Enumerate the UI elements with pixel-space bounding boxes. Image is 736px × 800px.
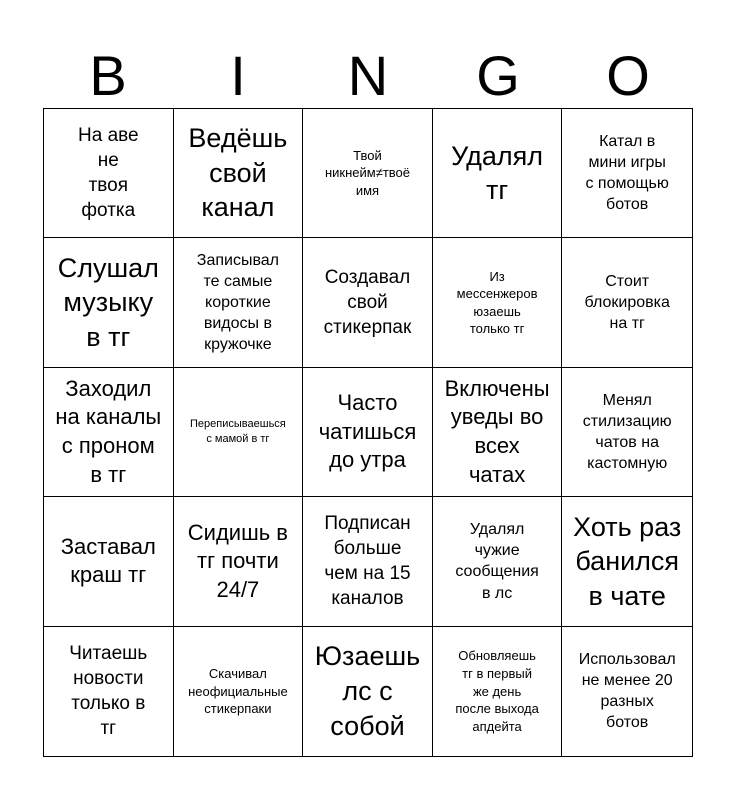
bingo-cell[interactable]: Сидишь в тг почти 24/7 bbox=[174, 497, 304, 626]
bingo-cell[interactable]: Обновляешь тг в первый же день после выхода апдейта bbox=[433, 627, 563, 756]
bingo-title bbox=[43, 40, 693, 112]
bingo-cell[interactable]: Катал в мини игры с помощью ботов bbox=[562, 109, 692, 238]
bingo-cell[interactable]: Юзаешь лс с собой bbox=[303, 627, 433, 756]
title-letter-i: I bbox=[230, 44, 246, 107]
bingo-cell[interactable]: Переписываешься с мамой в тг bbox=[174, 368, 304, 497]
bingo-cell[interactable]: Удалял чужие сообщения в лс bbox=[433, 497, 563, 626]
bingo-cell[interactable]: Удалял тг bbox=[433, 109, 563, 238]
bingo-cell[interactable]: Скачивал неофициальные стикерпаки bbox=[174, 627, 304, 756]
title-letter-o: O bbox=[606, 44, 650, 107]
title-letter-b: B bbox=[89, 44, 127, 107]
bingo-cell[interactable]: Включены уведы во всех чатах bbox=[433, 368, 563, 497]
bingo-cell[interactable]: Использовал не менее 20 разных ботов bbox=[578, 651, 676, 732]
bingo-cell[interactable]: Хоть раз банился в чате bbox=[562, 497, 692, 626]
bingo-cell[interactable]: Заходил на каналы с проном в тг bbox=[44, 368, 174, 497]
bingo-cell[interactable]: Записывал те самые короткие видосы в кружочке bbox=[174, 238, 304, 367]
bingo-cell[interactable]: Твой никнейм≠твоё имя bbox=[303, 109, 433, 238]
bingo-cell[interactable]: Читаешь новости только в тг bbox=[44, 627, 174, 756]
bingo-cell[interactable]: Часто чатишься до утра bbox=[303, 368, 433, 497]
bingo-cell[interactable]: Слушал музыку в тг bbox=[44, 238, 174, 367]
bingo-cell[interactable]: Стоит блокировка на тг bbox=[562, 238, 692, 367]
title-letter-n: N bbox=[347, 44, 389, 107]
bingo-cell[interactable]: Создавал свой стикерпак bbox=[303, 238, 433, 367]
bingo-cell[interactable]: Подписан больше чем на 15 каналов bbox=[303, 497, 433, 626]
title-letter-g: G bbox=[476, 44, 520, 107]
bingo-cell[interactable]: Заставал краш тг bbox=[44, 497, 174, 626]
bingo-cell[interactable]: Из мессенжеров юзаешь только тг bbox=[433, 238, 563, 367]
bingo-cell[interactable]: Ведёшь свой канал bbox=[174, 109, 304, 238]
bingo-cell[interactable]: Менял стилизацию чатов на кастомную bbox=[562, 368, 692, 497]
bingo-cell[interactable]: На аве не твоя фотка bbox=[44, 109, 174, 238]
bingo-grid bbox=[43, 108, 693, 757]
